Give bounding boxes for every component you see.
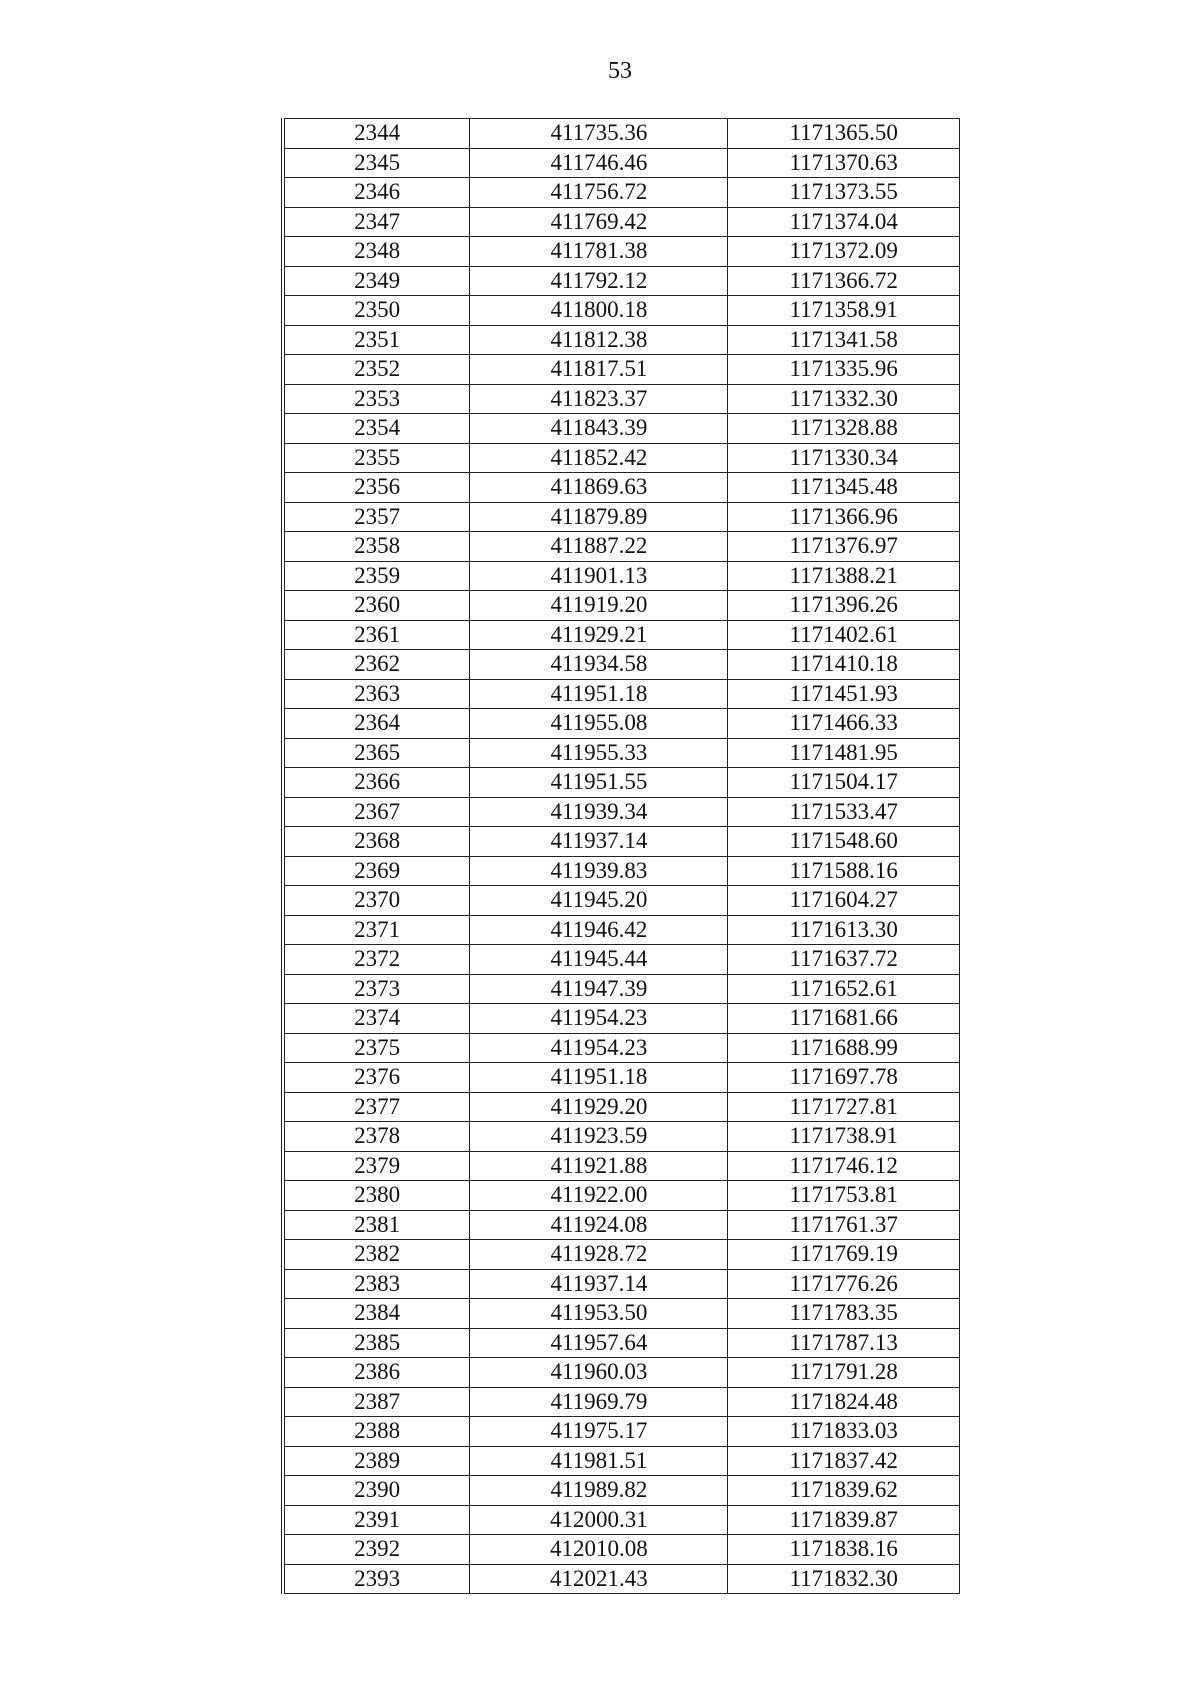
- x-coordinate-cell: 411960.03: [470, 1358, 728, 1388]
- y-coordinate-cell: 1171332.30: [728, 384, 960, 414]
- table-row: [283, 1417, 960, 1447]
- table-row: [283, 1122, 960, 1152]
- point-number-cell: 2392: [283, 1535, 470, 1565]
- x-coordinate-cell: 411989.82: [470, 1476, 728, 1506]
- table-row: [283, 1535, 960, 1565]
- point-number-cell: 2391: [283, 1505, 470, 1535]
- point-number-cell: 2352: [283, 355, 470, 385]
- point-number-cell: 2386: [283, 1358, 470, 1388]
- y-coordinate-cell: 1171365.50: [728, 119, 960, 149]
- y-coordinate-cell: 1171366.96: [728, 502, 960, 532]
- x-coordinate-cell: 411953.50: [470, 1299, 728, 1329]
- y-coordinate-cell: 1171588.16: [728, 856, 960, 886]
- table-row: [283, 1476, 960, 1506]
- point-number-cell: 2344: [283, 119, 470, 149]
- x-coordinate-cell: 411887.22: [470, 532, 728, 562]
- y-coordinate-cell: 1171328.88: [728, 414, 960, 444]
- table-row: [283, 679, 960, 709]
- y-coordinate-cell: 1171652.61: [728, 974, 960, 1004]
- point-number-cell: 2345: [283, 148, 470, 178]
- x-coordinate-cell: 411781.38: [470, 237, 728, 267]
- point-number-cell: 2375: [283, 1033, 470, 1063]
- y-coordinate-cell: 1171776.26: [728, 1269, 960, 1299]
- point-number-cell: 2350: [283, 296, 470, 326]
- point-number-cell: 2377: [283, 1092, 470, 1122]
- x-coordinate-cell: 411947.39: [470, 974, 728, 1004]
- y-coordinate-cell: 1171410.18: [728, 650, 960, 680]
- point-number-cell: 2376: [283, 1063, 470, 1093]
- table-row: [283, 1564, 960, 1594]
- x-coordinate-cell: 411939.34: [470, 797, 728, 827]
- y-coordinate-cell: 1171358.91: [728, 296, 960, 326]
- y-coordinate-cell: 1171533.47: [728, 797, 960, 827]
- point-number-cell: 2368: [283, 827, 470, 857]
- point-number-cell: 2384: [283, 1299, 470, 1329]
- y-coordinate-cell: 1171837.42: [728, 1446, 960, 1476]
- x-coordinate-cell: 411746.46: [470, 148, 728, 178]
- table-row: [283, 1505, 960, 1535]
- y-coordinate-cell: 1171466.33: [728, 709, 960, 739]
- point-number-cell: 2364: [283, 709, 470, 739]
- x-coordinate-cell: 411954.23: [470, 1033, 728, 1063]
- table-row: [283, 296, 960, 326]
- x-coordinate-cell: 411852.42: [470, 443, 728, 473]
- table-row: [283, 1033, 960, 1063]
- table-row: [283, 532, 960, 562]
- x-coordinate-cell: 411756.72: [470, 178, 728, 208]
- point-number-cell: 2347: [283, 207, 470, 237]
- x-coordinate-cell: 411924.08: [470, 1210, 728, 1240]
- table-row: [283, 709, 960, 739]
- y-coordinate-cell: 1171548.60: [728, 827, 960, 857]
- y-coordinate-cell: 1171681.66: [728, 1004, 960, 1034]
- y-coordinate-cell: 1171791.28: [728, 1358, 960, 1388]
- table-row: [283, 561, 960, 591]
- page-number: 53: [608, 58, 632, 84]
- y-coordinate-cell: 1171388.21: [728, 561, 960, 591]
- y-coordinate-cell: 1171373.55: [728, 178, 960, 208]
- x-coordinate-cell: 411800.18: [470, 296, 728, 326]
- y-coordinate-cell: 1171396.26: [728, 591, 960, 621]
- table-row: [283, 591, 960, 621]
- x-coordinate-cell: 412000.31: [470, 1505, 728, 1535]
- table-row: [283, 325, 960, 355]
- table-row: [283, 1328, 960, 1358]
- coordinates-table: [281, 118, 960, 1594]
- point-number-cell: 2385: [283, 1328, 470, 1358]
- x-coordinate-cell: 411843.39: [470, 414, 728, 444]
- point-number-cell: 2359: [283, 561, 470, 591]
- x-coordinate-cell: 411955.08: [470, 709, 728, 739]
- y-coordinate-cell: 1171688.99: [728, 1033, 960, 1063]
- point-number-cell: 2393: [283, 1564, 470, 1594]
- point-number-cell: 2390: [283, 1476, 470, 1506]
- x-coordinate-cell: 411817.51: [470, 355, 728, 385]
- x-coordinate-cell: 411955.33: [470, 738, 728, 768]
- point-number-cell: 2367: [283, 797, 470, 827]
- x-coordinate-cell: 411951.18: [470, 1063, 728, 1093]
- table-row: [283, 355, 960, 385]
- y-coordinate-cell: 1171753.81: [728, 1181, 960, 1211]
- y-coordinate-cell: 1171341.58: [728, 325, 960, 355]
- y-coordinate-cell: 1171838.16: [728, 1535, 960, 1565]
- point-number-cell: 2361: [283, 620, 470, 650]
- point-number-cell: 2351: [283, 325, 470, 355]
- point-number-cell: 2373: [283, 974, 470, 1004]
- table-row: [283, 650, 960, 680]
- y-coordinate-cell: 1171824.48: [728, 1387, 960, 1417]
- x-coordinate-cell: 411969.79: [470, 1387, 728, 1417]
- y-coordinate-cell: 1171833.03: [728, 1417, 960, 1447]
- table-row: [283, 237, 960, 267]
- x-coordinate-cell: 411981.51: [470, 1446, 728, 1476]
- point-number-cell: 2362: [283, 650, 470, 680]
- table-row: [283, 797, 960, 827]
- x-coordinate-cell: 411769.42: [470, 207, 728, 237]
- point-number-cell: 2374: [283, 1004, 470, 1034]
- table-row: [283, 1446, 960, 1476]
- x-coordinate-cell: 411957.64: [470, 1328, 728, 1358]
- y-coordinate-cell: 1171727.81: [728, 1092, 960, 1122]
- point-number-cell: 2346: [283, 178, 470, 208]
- y-coordinate-cell: 1171839.62: [728, 1476, 960, 1506]
- y-coordinate-cell: 1171374.04: [728, 207, 960, 237]
- x-coordinate-cell: 411945.44: [470, 945, 728, 975]
- x-coordinate-cell: 411919.20: [470, 591, 728, 621]
- point-number-cell: 2363: [283, 679, 470, 709]
- table-row: [283, 738, 960, 768]
- x-coordinate-cell: 411823.37: [470, 384, 728, 414]
- table-row: [283, 119, 960, 149]
- table-row: [283, 207, 960, 237]
- x-coordinate-cell: 411812.38: [470, 325, 728, 355]
- x-coordinate-cell: 411937.14: [470, 1269, 728, 1299]
- table-row: [283, 768, 960, 798]
- x-coordinate-cell: 411951.18: [470, 679, 728, 709]
- y-coordinate-cell: 1171451.93: [728, 679, 960, 709]
- x-coordinate-cell: 411937.14: [470, 827, 728, 857]
- x-coordinate-cell: 411939.83: [470, 856, 728, 886]
- point-number-cell: 2371: [283, 915, 470, 945]
- y-coordinate-cell: 1171637.72: [728, 945, 960, 975]
- x-coordinate-cell: 412010.08: [470, 1535, 728, 1565]
- point-number-cell: 2354: [283, 414, 470, 444]
- table-row: [283, 384, 960, 414]
- table-row: [283, 1151, 960, 1181]
- table-row: [283, 1063, 960, 1093]
- y-coordinate-cell: 1171345.48: [728, 473, 960, 503]
- x-coordinate-cell: 411869.63: [470, 473, 728, 503]
- y-coordinate-cell: 1171787.13: [728, 1328, 960, 1358]
- table-row: [283, 502, 960, 532]
- point-number-cell: 2379: [283, 1151, 470, 1181]
- table-row: [283, 443, 960, 473]
- table-row: [283, 620, 960, 650]
- point-number-cell: 2389: [283, 1446, 470, 1476]
- point-number-cell: 2388: [283, 1417, 470, 1447]
- y-coordinate-cell: 1171761.37: [728, 1210, 960, 1240]
- x-coordinate-cell: 411975.17: [470, 1417, 728, 1447]
- table-row: [283, 1240, 960, 1270]
- point-number-cell: 2355: [283, 443, 470, 473]
- x-coordinate-cell: 411901.13: [470, 561, 728, 591]
- x-coordinate-cell: 411934.58: [470, 650, 728, 680]
- x-coordinate-cell: 411879.89: [470, 502, 728, 532]
- table-row: [283, 414, 960, 444]
- y-coordinate-cell: 1171832.30: [728, 1564, 960, 1594]
- x-coordinate-cell: 411792.12: [470, 266, 728, 296]
- table-row: [283, 473, 960, 503]
- x-coordinate-cell: 411923.59: [470, 1122, 728, 1152]
- point-number-cell: 2369: [283, 856, 470, 886]
- y-coordinate-cell: 1171481.95: [728, 738, 960, 768]
- x-coordinate-cell: 412021.43: [470, 1564, 728, 1594]
- table-row: [283, 945, 960, 975]
- table-row: [283, 1181, 960, 1211]
- table-row: [283, 1210, 960, 1240]
- point-number-cell: 2381: [283, 1210, 470, 1240]
- x-coordinate-cell: 411929.20: [470, 1092, 728, 1122]
- x-coordinate-cell: 411954.23: [470, 1004, 728, 1034]
- y-coordinate-cell: 1171504.17: [728, 768, 960, 798]
- point-number-cell: 2358: [283, 532, 470, 562]
- y-coordinate-cell: 1171697.78: [728, 1063, 960, 1093]
- y-coordinate-cell: 1171738.91: [728, 1122, 960, 1152]
- point-number-cell: 2357: [283, 502, 470, 532]
- table-row: [283, 1004, 960, 1034]
- point-number-cell: 2349: [283, 266, 470, 296]
- table-row: [283, 266, 960, 296]
- y-coordinate-cell: 1171839.87: [728, 1505, 960, 1535]
- y-coordinate-cell: 1171402.61: [728, 620, 960, 650]
- y-coordinate-cell: 1171746.12: [728, 1151, 960, 1181]
- point-number-cell: 2356: [283, 473, 470, 503]
- x-coordinate-cell: 411921.88: [470, 1151, 728, 1181]
- point-number-cell: 2378: [283, 1122, 470, 1152]
- y-coordinate-cell: 1171604.27: [728, 886, 960, 916]
- x-coordinate-cell: 411929.21: [470, 620, 728, 650]
- y-coordinate-cell: 1171370.63: [728, 148, 960, 178]
- y-coordinate-cell: 1171366.72: [728, 266, 960, 296]
- y-coordinate-cell: 1171376.97: [728, 532, 960, 562]
- table-row: [283, 1358, 960, 1388]
- table-row: [283, 827, 960, 857]
- point-number-cell: 2353: [283, 384, 470, 414]
- point-number-cell: 2380: [283, 1181, 470, 1211]
- point-number-cell: 2360: [283, 591, 470, 621]
- y-coordinate-cell: 1171335.96: [728, 355, 960, 385]
- table-row: [283, 1299, 960, 1329]
- table-row: [283, 1092, 960, 1122]
- x-coordinate-cell: 411951.55: [470, 768, 728, 798]
- x-coordinate-cell: 411735.36: [470, 119, 728, 149]
- y-coordinate-cell: 1171783.35: [728, 1299, 960, 1329]
- table-row: [283, 1387, 960, 1417]
- table-row: [283, 974, 960, 1004]
- point-number-cell: 2382: [283, 1240, 470, 1270]
- y-coordinate-cell: 1171769.19: [728, 1240, 960, 1270]
- y-coordinate-cell: 1171613.30: [728, 915, 960, 945]
- table-row: [283, 148, 960, 178]
- point-number-cell: 2365: [283, 738, 470, 768]
- table-row: [283, 856, 960, 886]
- coordinates-table-body: [283, 119, 960, 1594]
- y-coordinate-cell: 1171330.34: [728, 443, 960, 473]
- x-coordinate-cell: 411922.00: [470, 1181, 728, 1211]
- point-number-cell: 2348: [283, 237, 470, 267]
- table-row: [283, 915, 960, 945]
- y-coordinate-cell: 1171372.09: [728, 237, 960, 267]
- point-number-cell: 2366: [283, 768, 470, 798]
- point-number-cell: 2370: [283, 886, 470, 916]
- point-number-cell: 2372: [283, 945, 470, 975]
- x-coordinate-cell: 411946.42: [470, 915, 728, 945]
- x-coordinate-cell: 411945.20: [470, 886, 728, 916]
- table-row: [283, 178, 960, 208]
- table-row: [283, 886, 960, 916]
- table-row: [283, 1269, 960, 1299]
- point-number-cell: 2383: [283, 1269, 470, 1299]
- point-number-cell: 2387: [283, 1387, 470, 1417]
- x-coordinate-cell: 411928.72: [470, 1240, 728, 1270]
